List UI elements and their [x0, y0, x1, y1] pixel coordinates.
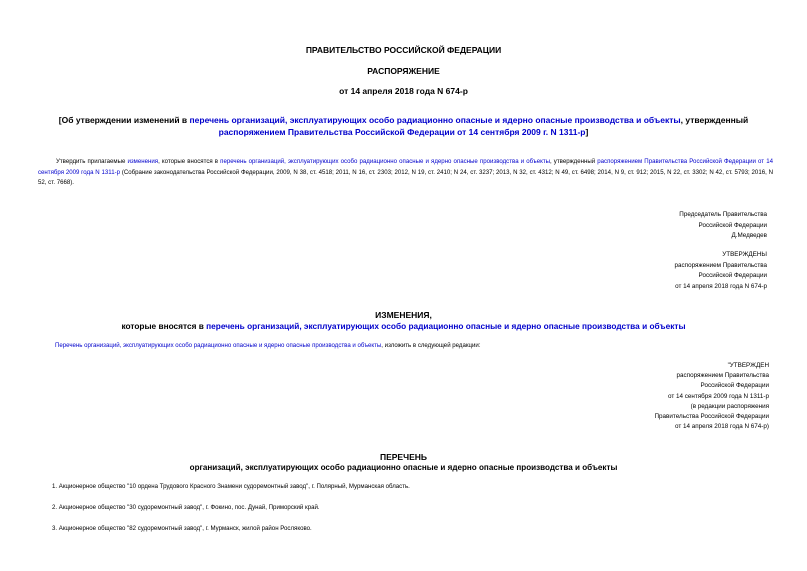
para-text-3: , утвержденный [550, 158, 598, 165]
approval2-line-4: от 14 сентября 2009 года N 1311-р [667, 392, 769, 400]
para-link-list[interactable]: перечень организаций, эксплуатирующих особо радиационно опасные и ядерно опасные производства и объекты [220, 158, 550, 165]
document-title [40, 114, 767, 138]
approval2-line-7: от 14 апреля 2018 года N 674-р) [675, 423, 769, 431]
approval2-line-6: Правительства Российской Федерации [654, 413, 769, 421]
changes-paragraph [55, 341, 755, 351]
changes-para-link[interactable]: Перечень организаций, эксплуатирующих особо радиационно опасные и ядерно опасные производства и объекты [55, 342, 382, 349]
approval1-line-2: распоряжением Правительства [674, 261, 767, 269]
approval1-line-4: от 14 апреля 2018 года N 674-р [675, 282, 767, 290]
list-item: 2. Акционерное общество "30 судоремонтный завод", г. Фокино, пос. Дунай, Приморский край. [52, 504, 320, 511]
main-paragraph [38, 157, 773, 189]
changes-sub-text: которые вносятся в [121, 321, 207, 331]
changes-subheading [0, 321, 807, 331]
changes-sub-link[interactable]: перечень организаций, эксплуатирующих особо радиационно опасные и ядерно опасные производства и объекты [206, 321, 686, 331]
signature-line-3: Д.Медведев [731, 232, 767, 239]
title-open: [Об утверждении изменений в [58, 115, 190, 125]
para-text-4: (Собрание законодательства Российской Федерации, 2009, N 38, ст. 4518; 2011, N 16, ст. 2303; 2012, N 19, ст. 2410; N 24, ст. 3237; 2013, N 32, ст. 4312; N 49, ст. 6498; 2014, N 9, ст. 912; 2015, N 22, ст. 3302; N 42, ст. 5793; 2016, N 52, ст. 7668). [38, 168, 774, 187]
para-text-1: Утвердить прилагаемые [56, 158, 128, 165]
document-date: от 14 апреля 2018 года N 674-р [339, 86, 468, 96]
list-heading: ПЕРЕЧЕНЬ [379, 452, 427, 462]
government-header: ПРАВИТЕЛЬСТВО РОССИЙСКОЙ ФЕДЕРАЦИИ [305, 45, 502, 55]
signature-line-1: Председатель Правительства [679, 211, 767, 218]
approval2-line-1: "УТВЕРЖДЕН [727, 362, 769, 369]
changes-para-text: , изложить в следующей редакции: [381, 342, 481, 349]
approval-block-1 [567, 250, 767, 292]
approval2-line-5: (в редакции распоряжения [690, 402, 769, 410]
approval1-line-1: УТВЕРЖДЕНЫ [722, 251, 767, 258]
signature-block [567, 210, 767, 242]
title-link-decree[interactable]: распоряжением Правительства Российской Федерации от 14 сентября 2009 г. N 1311-р [218, 127, 586, 137]
list-subheading: организаций, эксплуатирующих особо радиационно опасные и ядерно опасные производства и объекты [189, 463, 618, 472]
signature-line-2: Российской Федерации [698, 221, 767, 229]
approval-block-2 [549, 361, 769, 432]
document-type: РАСПОРЯЖЕНИЕ [367, 66, 440, 76]
title-link-list[interactable]: перечень организаций, эксплуатирующих особо радиационно опасные и ядерно опасные производства и объекты [189, 115, 681, 125]
title-close: ] [585, 127, 589, 137]
list-item: 1. Акционерное общество "10 ордена Трудового Красного Знамени судоремонтный завод", г. Полярный, Мурманская область. [52, 483, 410, 490]
list-item: 3. Акционерное общество "82 судоремонтный завод", г. Мурманск, жилой район Росляково. [52, 525, 312, 532]
approval2-line-3: Российской Федерации [700, 382, 769, 390]
approval2-line-2: распоряжением Правительства [676, 372, 769, 380]
para-text-2: , которые вносятся в [158, 158, 221, 165]
title-mid: , утвержденный [680, 115, 749, 125]
changes-heading: ИЗМЕНЕНИЯ, [375, 310, 432, 320]
para-link-decree[interactable]: распоряжением Правительства Российской Федерации от 14 сентября 2009 года N 1311-р [38, 158, 773, 176]
para-link-changes[interactable]: изменения [127, 158, 159, 165]
approval1-line-3: Российской Федерации [698, 272, 767, 279]
